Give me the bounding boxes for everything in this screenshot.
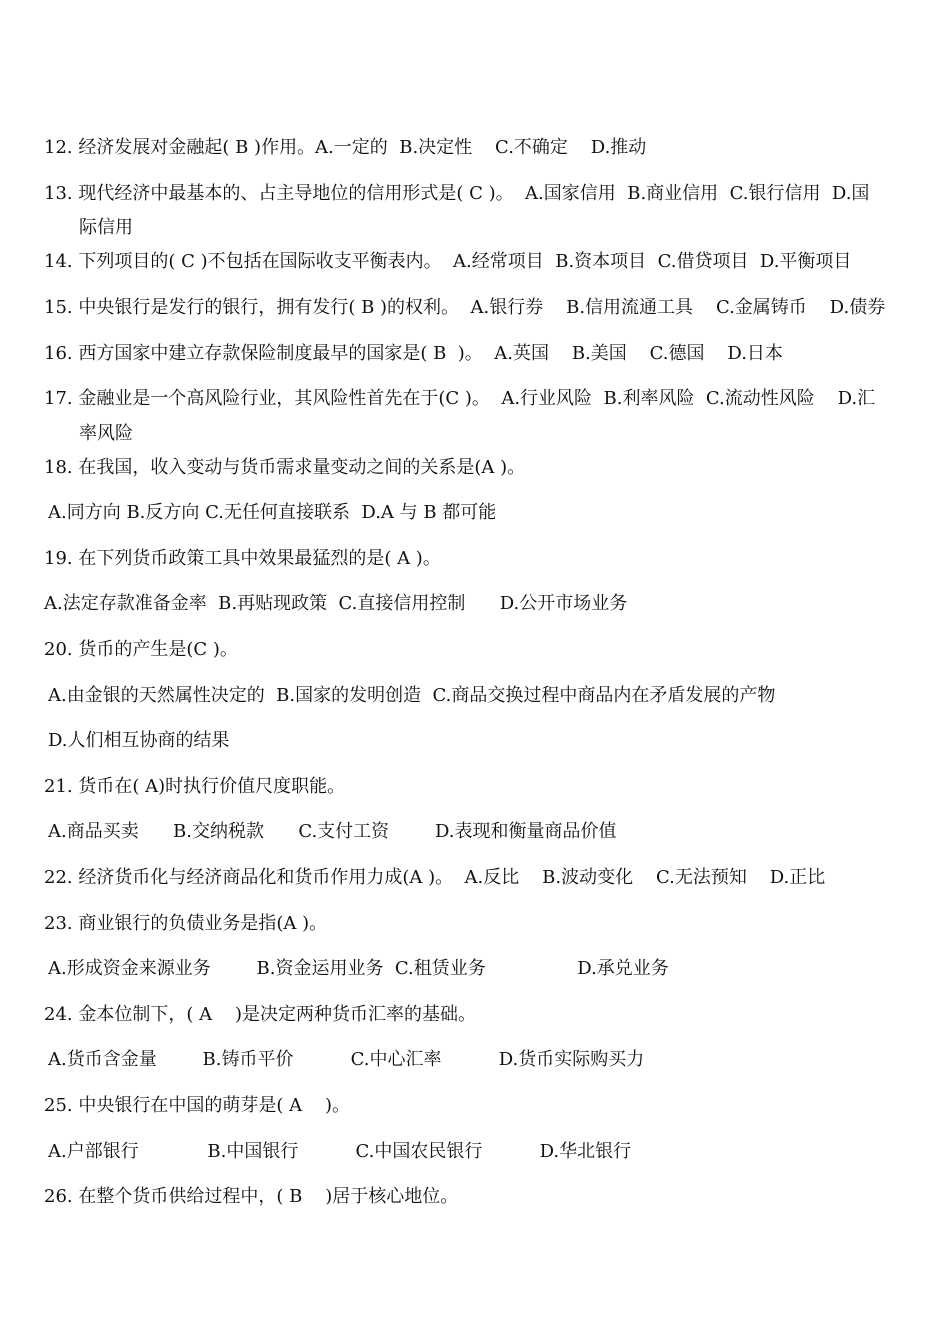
question-19: 19. 在下列货币政策工具中效果最猛烈的是( A )。 — [44, 548, 441, 569]
question-21-options: A.商品买卖 B.交纳税款 C.支付工资 D.表现和衡量商品价值 — [48, 821, 617, 842]
question-21: 21. 货币在( A)时执行价值尺度职能。 — [44, 776, 346, 797]
question-15: 15. 中央银行是发行的银行，拥有发行( B )的权利。 A.银行券 B.信用流通工具 C.金属铸币 D.债券 — [44, 297, 886, 318]
question-18: 18. 在我国，收入变动与货币需求量变动之间的关系是(A )。 — [44, 457, 526, 478]
question-23-options: A.形成资金来源业务 B.资金运用业务 C.租赁业务 D.承兑业务 — [48, 958, 669, 979]
question-18-options: A.同方向 B.反方向 C.无任何直接联系 D.A 与 B 都可能 — [48, 502, 497, 523]
question-20-options-2: D.人们相互协商的结果 — [48, 730, 230, 751]
question-12: 12. 经济发展对金融起( B )作用。A.一定的 B.决定性 C.不确定 D.推动 — [44, 137, 647, 158]
question-13-continued: 际信用 — [79, 217, 133, 238]
question-20-options-1: A.由金银的天然属性决定的 B.国家的发明创造 C.商品交换过程中商品内在矛盾发展的产物 — [48, 685, 776, 706]
question-24-options: A.货币含金量 B.铸币平价 C.中心汇率 D.货币实际购买力 — [48, 1049, 645, 1070]
question-23: 23. 商业银行的负债业务是指(A )。 — [44, 913, 328, 934]
question-22: 22. 经济货币化与经济商品化和货币作用力成(A )。 A.反比 B.波动变化 C.无法预知 D.正比 — [44, 867, 826, 888]
question-14: 14. 下列项目的( C )不包括在国际收支平衡表内。 A.经常项目 B.资本项目 C.借贷项目 D.平衡项目 — [44, 251, 852, 272]
question-17-continued: 率风险 — [79, 423, 133, 444]
question-20: 20. 货币的产生是(C )。 — [44, 639, 238, 660]
question-25-options: A.户部银行 B.中国银行 C.中国农民银行 D.华北银行 — [48, 1141, 632, 1162]
question-13: 13. 现代经济中最基本的、占主导地位的信用形式是( C )。 A.国家信用 B.商业信用 C.银行信用 D.国 — [44, 183, 870, 204]
question-26: 26. 在整个货币供给过程中，( B )居于核心地位。 — [44, 1186, 459, 1207]
question-16: 16. 西方国家中建立存款保险制度最早的国家是( B )。 A.英国 B.美国 C.德国 D.日本 — [44, 343, 783, 364]
question-25: 25. 中央银行在中国的萌芽是( A )。 — [44, 1095, 350, 1116]
question-19-options: A.法定存款准备金率 B.再贴现政策 C.直接信用控制 D.公开市场业务 — [44, 593, 628, 614]
question-24: 24. 金本位制下，( A )是决定两种货币汇率的基础。 — [44, 1004, 476, 1025]
question-17: 17. 金融业是一个高风险行业，其风险性首先在于(C )。 A.行业风险 B.利率风险 C.流动性风险 D.汇 — [44, 388, 876, 409]
